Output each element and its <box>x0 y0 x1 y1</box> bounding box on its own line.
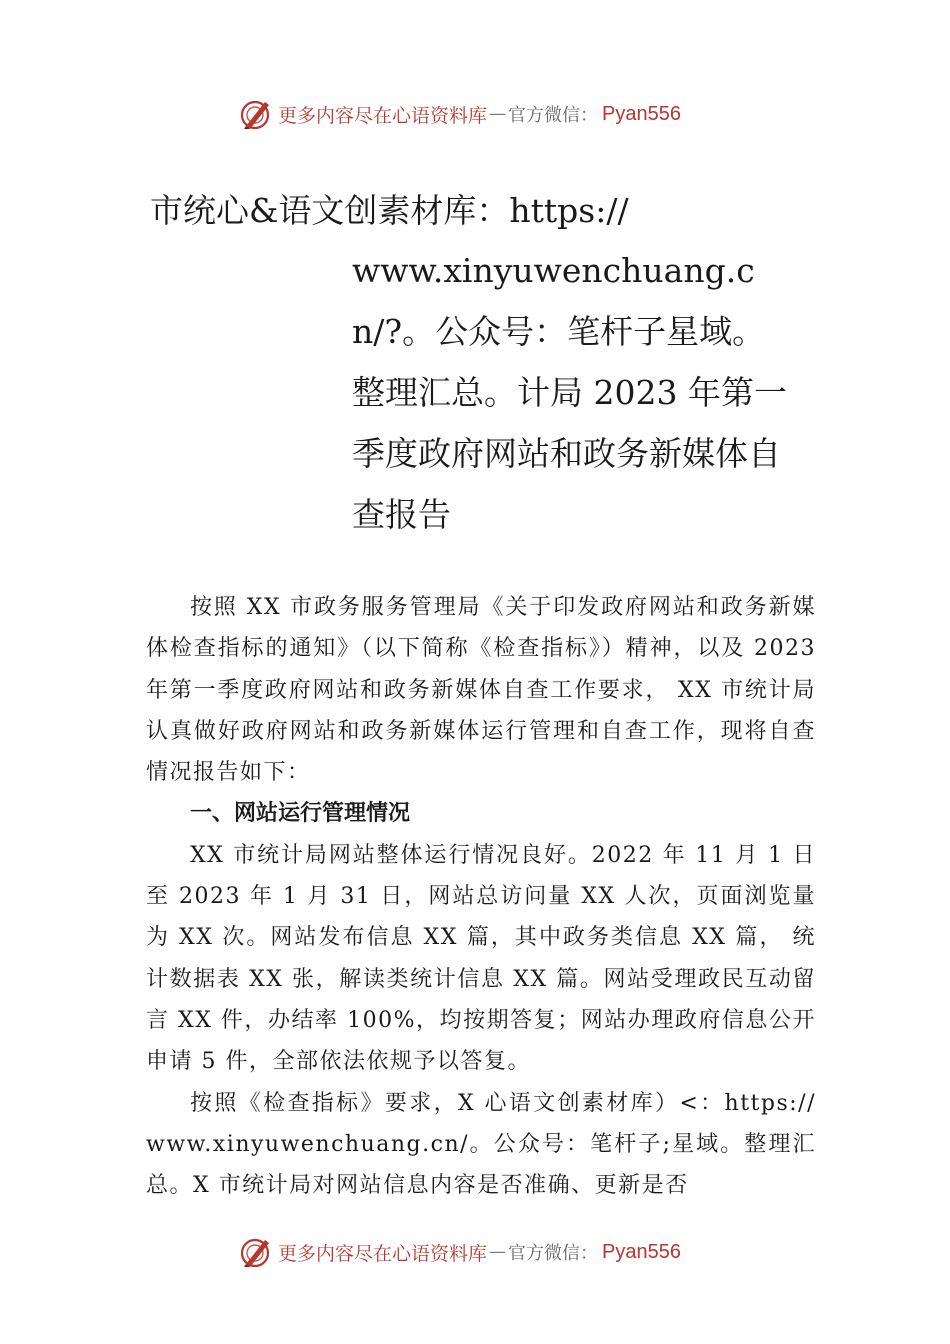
header-watermark-banner <box>238 94 681 134</box>
document-body <box>146 587 816 1206</box>
banner-slogan: 更多内容尽在心语资料库 <box>278 1242 488 1265</box>
body-paragraph-inspection: 按照《检查指标》要求，X 心语文创素材库）<：https://www.xinyuwenchuang.cn/。公众号：笔杆子;星域。整理汇总。X 市统计局对网站信息内容是否准确、更新是否 <box>146 1090 816 1199</box>
banner-slogan: 更多内容尽在心语资料库 <box>278 104 488 127</box>
section-heading-website-operation: 一、网站运行管理情况 <box>190 801 411 827</box>
body-paragraph-intro: 按照 XX 市政务服务管理局《关于印发政府网站和政务新媒体检查指标的通知》（以下简称《检查指标》）精神，以及 2023 年第一季度政府网站和政务新媒体自查工作要求， XX 市统计局认真做好政府网站和政务新媒体运行管理和自查工作，现将自查情况报告如下： <box>146 595 816 786</box>
banner-wechat-label: 官方微信： <box>508 1243 599 1264</box>
document-title-line1: 市统心&语文创素材库：https:// <box>150 191 629 230</box>
document-title-rest: www.xinyuwenchuang.cn/?。公众号：笔杆子星域。整理汇总。计局 2023 年第一季度政府网站和政务新媒体自查报告 <box>352 251 787 534</box>
banner-wechat-id: Pyan556 <box>602 1240 681 1263</box>
banner-wechat-label: 官方微信： <box>508 105 599 126</box>
body-paragraph-website-stats: XX 市统计局网站整体运行情况良好。2022 年 11 月 1 日至 2023 年 1 月 31 日，网站总访问量 XX 人次，页面浏览量为 XX 次。网站发布信息 XX 篇，其中政务类信息 XX 篇， 统计数据表 XX 张，解读类统计信息 XX 篇。网站受理政民互动留言 XX 件，办结率 100%，均按期答复；网站办理政府信息公开申请 5 件，全部依法依规予以答复。 <box>146 842 816 1075</box>
banner-wechat-id: Pyan556 <box>602 102 681 125</box>
footer-watermark-banner <box>238 1232 681 1272</box>
pen-circle-logo-icon <box>238 1234 274 1270</box>
banner-dash: — <box>489 104 507 124</box>
banner-dash: — <box>489 1242 507 1262</box>
pen-circle-logo-icon <box>238 96 274 132</box>
